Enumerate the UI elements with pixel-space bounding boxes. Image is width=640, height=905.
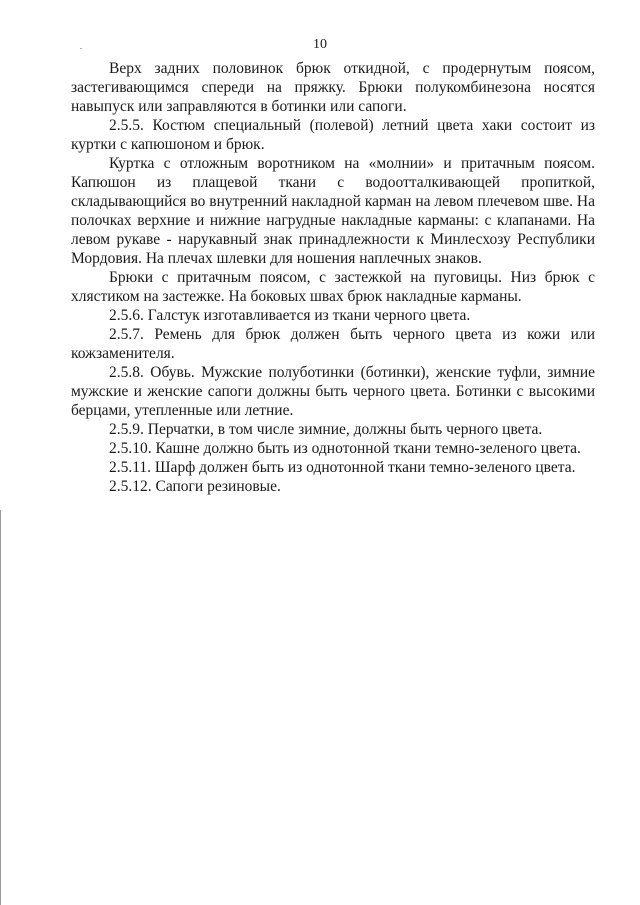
paragraph-2-5-5: 2.5.5. Костюм специальный (полевой) летний цвета хаки состоит из куртки с капюшоном и брюк. bbox=[71, 117, 595, 153]
scan-edge-line bbox=[0, 510, 1, 905]
document-body bbox=[71, 59, 595, 496]
page-number: 10 bbox=[313, 37, 327, 52]
paragraph-2-5-11: 2.5.11. Шарф должен быть из однотонной ткани темно-зеленого цвета. bbox=[109, 459, 576, 476]
paragraph-2-5-12: 2.5.12. Сапоги резиновые. bbox=[109, 478, 281, 495]
paragraph-trousers-back: Верх задних половинок брюк откидной, с продернутым поясом, застегивающимся спереди на пряжку. Брюки полукомбинезона носятся навыпуск или заправляются в ботинки или сапоги. bbox=[71, 60, 595, 115]
paragraph-trousers: Брюки с притачным поясом, с застежкой на пуговицы. Низ брюк с хлястиком на застежке. На боковых швах брюк накладные карманы. bbox=[71, 269, 595, 305]
paragraph-2-5-10: 2.5.10. Кашне должно быть из однотонной ткани темно-зеленого цвета. bbox=[109, 440, 581, 457]
paragraph-jacket: Куртка с отложным воротником на «молнии» и притачным поясом. Капюшон из плащевой ткани с водоотталкивающей пропиткой, складывающийся во внутренний накладной карман на левом плечевом шве. На полочках верхние и нижние нагрудные накладные карманы: с клапанами. На левом рукаве - нарукавный знак принадлежности к Минлесхозу Республики Мордовия. На плечах шлевки для ношения наплечных знаков. bbox=[71, 155, 595, 267]
paragraph-2-5-8: 2.5.8. Обувь. Мужские полуботинки (ботинки), женские туфли, зимние мужские и женские сапоги должны быть черного цвета. Ботинки с высокими берцами, утепленные или летние. bbox=[71, 364, 595, 419]
paragraph-2-5-6: 2.5.6. Галстук изготавливается из ткани черного цвета. bbox=[109, 307, 471, 324]
paragraph-2-5-7: 2.5.7. Ремень для брюк должен быть черного цвета из кожи или кожзаменителя. bbox=[71, 326, 595, 362]
paragraph-2-5-9: 2.5.9. Перчатки, в том числе зимние, должны быть черного цвета. bbox=[109, 421, 543, 438]
